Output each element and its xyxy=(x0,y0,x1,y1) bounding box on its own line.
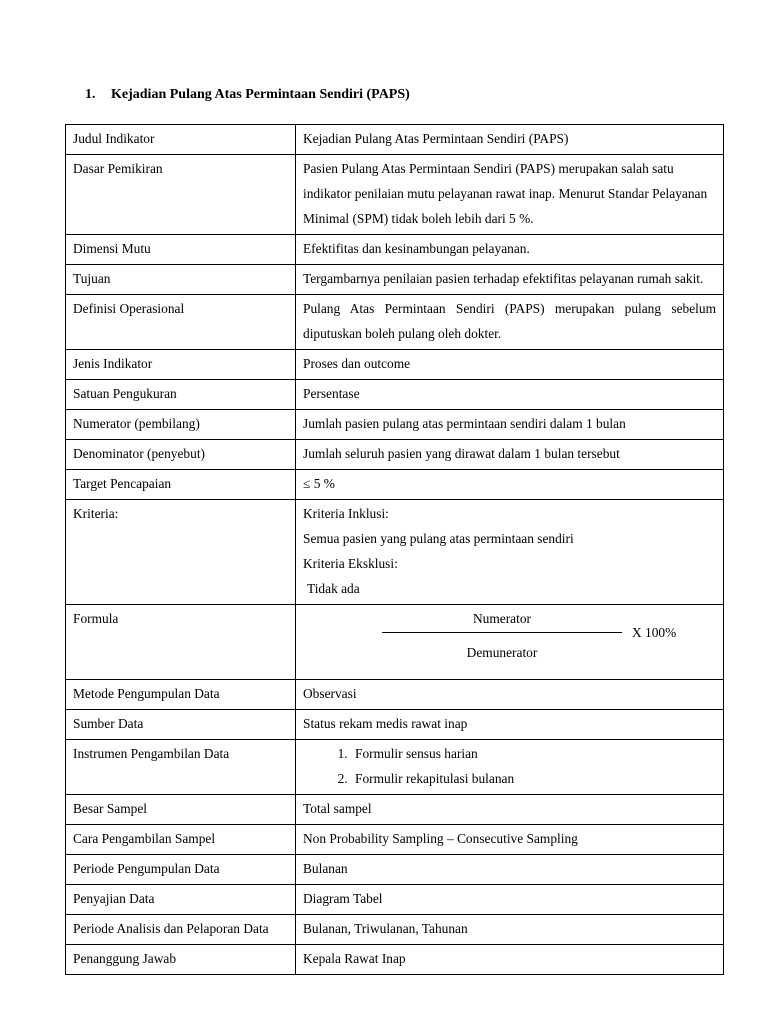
exclusion-title: Kriteria Eksklusi: xyxy=(303,556,398,571)
formula-numerator: Numerator xyxy=(472,611,531,626)
row-value: Diagram Tabel xyxy=(296,885,724,915)
table-row xyxy=(66,855,724,885)
row-label: Periode Analisis dan Pelaporan Data xyxy=(66,915,296,945)
list-item: 1. Formulir sensus harian xyxy=(351,741,716,766)
table-row xyxy=(66,710,724,740)
row-label: Satuan Pengukuran xyxy=(66,380,296,410)
row-value: Persentase xyxy=(296,380,724,410)
row-label: Formula xyxy=(66,605,296,680)
row-value: Observasi xyxy=(296,680,724,710)
row-label: Dasar Pemikiran xyxy=(66,155,296,235)
formula-cell xyxy=(296,605,724,680)
section-heading xyxy=(85,87,410,103)
table-row xyxy=(66,885,724,915)
table-row xyxy=(66,795,724,825)
row-value: Kejadian Pulang Atas Permintaan Sendiri (PAPS) xyxy=(296,125,724,155)
table-row xyxy=(66,440,724,470)
table-row xyxy=(66,380,724,410)
row-value: Efektifitas dan kesinambungan pelayanan. xyxy=(296,235,724,265)
row-label: Denominator (penyebut) xyxy=(66,440,296,470)
list-item: 2. Formulir rekapitulasi bulanan xyxy=(351,766,716,791)
formula-multiplier: X 100% xyxy=(632,625,677,640)
row-label: Besar Sampel xyxy=(66,795,296,825)
row-label: Target Pencapaian xyxy=(66,470,296,500)
table-row xyxy=(66,500,724,605)
row-label: Dimensi Mutu xyxy=(66,235,296,265)
table-row xyxy=(66,125,724,155)
row-value: Bulanan, Triwulanan, Tahunan xyxy=(296,915,724,945)
table-row xyxy=(66,235,724,265)
row-value: Proses dan outcome xyxy=(296,350,724,380)
section-title: Kejadian Pulang Atas Permintaan Sendiri (PAPS) xyxy=(111,87,410,102)
row-value: Jumlah seluruh pasien yang dirawat dalam 1 bulan tersebut xyxy=(296,440,724,470)
table-row xyxy=(66,265,724,295)
row-value: Bulanan xyxy=(296,855,724,885)
row-value: Pasien Pulang Atas Permintaan Sendiri (PAPS) merupakan salah satu indikator penilaian mutu pelayanan rawat inap. Menurut Standar Pelayanan Minimal (SPM) tidak boleh lebih dari 5 %. xyxy=(296,155,724,235)
row-value: Pulang Atas Permintaan Sendiri (PAPS) merupakan pulang sebelum diputuskan boleh pulang oleh dokter. xyxy=(296,295,724,350)
row-value: Non Probability Sampling – Consecutive Sampling xyxy=(296,825,724,855)
formula-fraction xyxy=(382,606,682,674)
table-row xyxy=(66,915,724,945)
row-label: Penyajian Data xyxy=(66,885,296,915)
exclusion-value: Tidak ada xyxy=(307,581,360,596)
instrument-list xyxy=(303,741,716,791)
indicator-table xyxy=(65,124,724,975)
table-row xyxy=(66,470,724,500)
row-value: Status rekam medis rawat inap xyxy=(296,710,724,740)
row-value: Tergambarnya penilaian pasien terhadap efektifitas pelayanan rumah sakit. xyxy=(296,265,724,295)
row-value: Kepala Rawat Inap xyxy=(296,945,724,975)
table-row xyxy=(66,295,724,350)
row-label: Periode Pengumpulan Data xyxy=(66,855,296,885)
row-label: Metode Pengumpulan Data xyxy=(66,680,296,710)
row-value: ≤ 5 % xyxy=(296,470,724,500)
row-label: Sumber Data xyxy=(66,710,296,740)
row-value: Jumlah pasien pulang atas permintaan sendiri dalam 1 bulan xyxy=(296,410,724,440)
row-label: Kriteria: xyxy=(66,500,296,605)
table-row xyxy=(66,945,724,975)
row-label: Cara Pengambilan Sampel xyxy=(66,825,296,855)
fraction-line xyxy=(382,632,622,633)
row-label: Numerator (pembilang) xyxy=(66,410,296,440)
formula-denominator: Demunerator xyxy=(466,645,538,660)
row-value xyxy=(296,740,724,795)
row-value: Total sampel xyxy=(296,795,724,825)
table-row xyxy=(66,350,724,380)
row-label: Instrumen Pengambilan Data xyxy=(66,740,296,795)
table-row xyxy=(66,155,724,235)
row-label: Judul Indikator xyxy=(66,125,296,155)
table-row xyxy=(66,605,724,680)
row-value xyxy=(296,500,724,605)
row-label: Jenis Indikator xyxy=(66,350,296,380)
row-label: Tujuan xyxy=(66,265,296,295)
table-row xyxy=(66,410,724,440)
table-row xyxy=(66,680,724,710)
row-label: Definisi Operasional xyxy=(66,295,296,350)
table-row xyxy=(66,825,724,855)
inclusion-value: Semua pasien yang pulang atas permintaan sendiri xyxy=(303,531,574,546)
row-label: Penanggung Jawab xyxy=(66,945,296,975)
table-row xyxy=(66,740,724,795)
section-number: 1. xyxy=(85,87,96,102)
inclusion-title: Kriteria Inklusi: xyxy=(303,506,389,521)
